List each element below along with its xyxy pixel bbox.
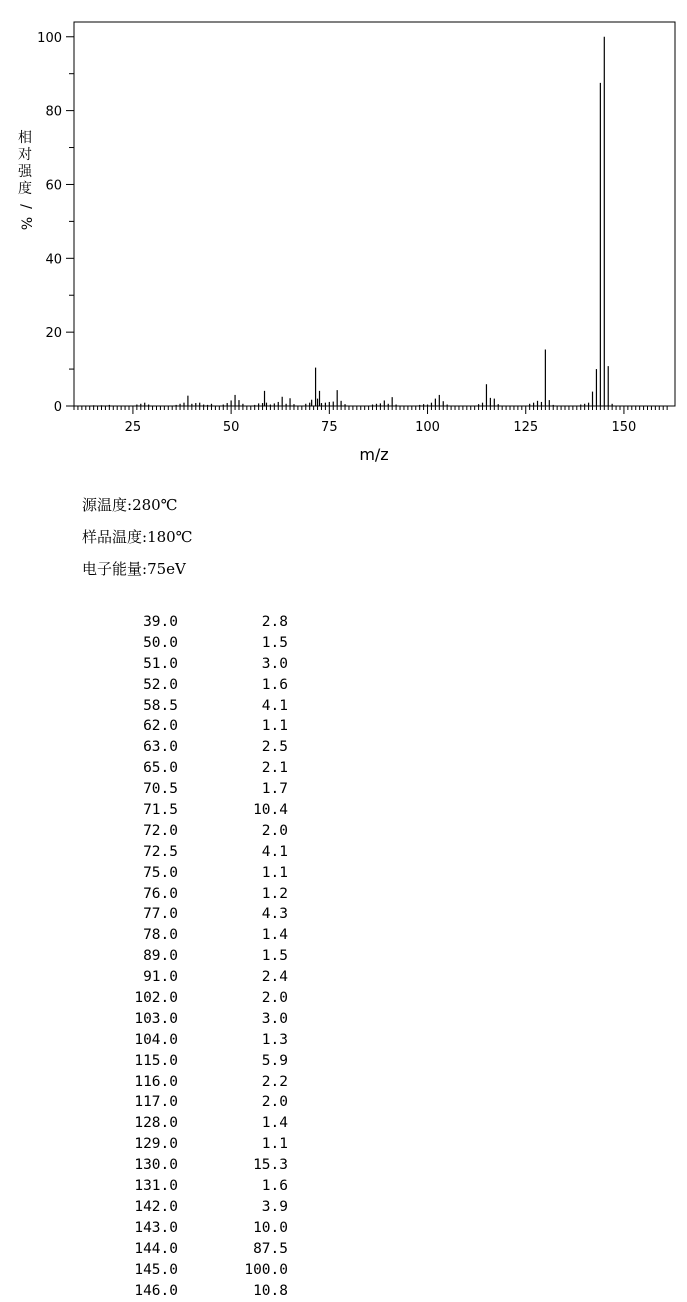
peak-intensity: 1.1 [261, 864, 288, 881]
peak-row [110, 779, 288, 800]
peak-intensity: 1.6 [261, 1178, 288, 1195]
peak-mz: 39.0 [143, 614, 178, 630]
peak-row [110, 758, 288, 779]
peak-intensity: 1.3 [261, 1031, 288, 1048]
peak-intensity: 1.4 [261, 1115, 288, 1132]
peak-row [110, 1218, 288, 1239]
peak-mz: 62.0 [143, 718, 178, 735]
peak-row [110, 1009, 288, 1030]
y-axis-label-char: 对 [18, 147, 32, 163]
y-axis-label-char: 度 [18, 181, 32, 197]
x-tick-label: 75 [321, 420, 338, 435]
x-tick-label: 25 [124, 420, 142, 435]
peak-mz: 63.0 [143, 739, 178, 756]
peak-intensity: 1.1 [261, 718, 288, 735]
peak-intensity: 4.1 [261, 843, 288, 860]
peak-mz: 72.0 [143, 822, 178, 839]
peak-intensity: 1.2 [261, 885, 288, 902]
peak-mz: 103.0 [134, 1010, 178, 1027]
peak-row [110, 737, 288, 758]
peak-intensity: 87.5 [253, 1240, 288, 1257]
y-axis [37, 31, 74, 415]
peak-intensity: 10.4 [253, 802, 288, 819]
peak-row [110, 633, 288, 654]
peak-mz: 130.0 [134, 1157, 178, 1174]
peak-intensity: 3.0 [261, 655, 288, 672]
mass-spectrum-chart [0, 0, 687, 470]
peak-mz: 144.0 [134, 1240, 178, 1257]
peak-row [110, 904, 288, 925]
peak-intensity: 3.9 [261, 1198, 288, 1215]
peak-intensity: 15.3 [253, 1157, 288, 1174]
y-tick-label: 60 [45, 178, 62, 194]
peak-intensity: 2.0 [261, 1094, 288, 1111]
x-tick-label: 50 [222, 420, 240, 435]
y-tick-label: 100 [37, 30, 62, 46]
peak-intensity: 2.4 [261, 969, 288, 986]
peak-row [110, 1072, 288, 1093]
peak-mz: 52.0 [143, 676, 178, 693]
x-axis-label: m/z [359, 445, 389, 464]
peak-mz: 131.0 [134, 1178, 178, 1195]
peak-intensity: 3.0 [261, 1010, 288, 1027]
peak-row [110, 1155, 288, 1176]
peak-mz: 70.5 [143, 781, 178, 798]
peak-mz: 102.0 [134, 990, 178, 1007]
peak-intensity: 2.1 [261, 760, 288, 777]
peak-mz: 104.0 [134, 1031, 178, 1048]
x-tick-label: 125 [513, 420, 539, 435]
peak-mz: 76.0 [143, 885, 178, 902]
peak-row [110, 1134, 288, 1155]
peak-row [110, 821, 288, 842]
peak-mz: 77.0 [143, 906, 178, 923]
peak-row [110, 1051, 288, 1072]
peak-row [110, 1092, 288, 1113]
peak-row [110, 1197, 288, 1218]
peak-row [110, 1281, 288, 1302]
peak-intensity: 100.0 [244, 1261, 288, 1278]
peak-intensity: 2.0 [261, 822, 288, 839]
peak-row [110, 612, 288, 633]
peak-intensity: 1.5 [261, 948, 288, 965]
peak-intensity: 1.6 [261, 676, 288, 693]
peak-intensity: 10.8 [253, 1282, 288, 1299]
y-tick-label: 20 [45, 326, 62, 342]
peak-mz: 75.0 [143, 864, 178, 881]
peak-mz: 51.0 [143, 655, 178, 672]
peak-mz: 116.0 [134, 1073, 178, 1090]
y-axis-label-char: 强 [18, 164, 32, 180]
peak-row [110, 654, 288, 675]
peak-mz: 71.5 [143, 802, 178, 819]
peak-mz: 146.0 [134, 1282, 178, 1299]
x-tick-label: 150 [611, 420, 637, 435]
x-minor-ticks [74, 406, 667, 410]
peak-intensity: 2.8 [261, 614, 288, 630]
y-axis-label [14, 130, 36, 232]
peak-intensity: 4.1 [261, 697, 288, 714]
peak-intensity: 5.9 [261, 1052, 288, 1069]
peak-intensity: 4.3 [261, 906, 288, 923]
peak-row [110, 863, 288, 884]
peak-intensity: 2.5 [261, 739, 288, 756]
spectrum-peaks [94, 37, 613, 406]
peak-intensity: 1.5 [261, 634, 288, 651]
peak-mz: 115.0 [134, 1052, 178, 1069]
x-tick-label: 100 [415, 420, 440, 435]
peak-mz: 143.0 [134, 1219, 178, 1236]
peak-row [110, 884, 288, 905]
condition-sample-temperature: 样品温度:180℃ [82, 528, 193, 546]
peak-intensity: 10.0 [253, 1219, 288, 1236]
peak-intensity: 1.7 [261, 781, 288, 798]
peak-mz: 145.0 [134, 1261, 178, 1278]
peak-row [110, 1030, 288, 1051]
x-axis [125, 406, 637, 435]
y-axis-label-char: % [17, 216, 34, 231]
peak-mz: 142.0 [134, 1198, 178, 1215]
peak-row [110, 1176, 288, 1197]
condition-source-temperature: 源温度:280℃ [82, 496, 178, 514]
peak-row [110, 1239, 288, 1260]
peak-mz: 58.5 [143, 697, 178, 714]
peak-intensity: 2.2 [261, 1073, 288, 1090]
condition-electron-energy: 电子能量:75eV [82, 560, 186, 578]
peak-row [110, 716, 288, 737]
peak-row [110, 800, 288, 821]
peak-row [110, 946, 288, 967]
peak-intensity: 1.4 [261, 927, 288, 944]
peak-row [110, 1260, 288, 1281]
y-axis-label-char: / [17, 204, 34, 209]
peak-intensity: 1.1 [261, 1136, 288, 1153]
peak-row [110, 925, 288, 946]
peak-row [110, 842, 288, 863]
peak-mz: 129.0 [134, 1136, 178, 1153]
peak-mz: 117.0 [134, 1094, 178, 1111]
peak-mz: 78.0 [143, 927, 178, 944]
y-tick-label: 80 [45, 104, 62, 120]
y-tick-label: 0 [53, 400, 62, 415]
peak-row [110, 988, 288, 1009]
peak-mz: 91.0 [143, 969, 178, 986]
plot-frame [74, 22, 675, 406]
peak-row [110, 1113, 288, 1134]
peak-mz: 50.0 [143, 634, 178, 651]
peak-table [110, 612, 288, 1301]
peak-mz: 89.0 [143, 948, 178, 965]
peak-mz: 128.0 [134, 1115, 178, 1132]
y-axis-label-char: 相 [18, 130, 32, 146]
peak-intensity: 2.0 [261, 990, 288, 1007]
peak-mz: 72.5 [143, 843, 178, 860]
peak-mz: 65.0 [143, 760, 178, 777]
y-tick-label: 40 [45, 252, 62, 268]
peak-row [110, 696, 288, 717]
peak-row [110, 967, 288, 988]
peak-row [110, 675, 288, 696]
